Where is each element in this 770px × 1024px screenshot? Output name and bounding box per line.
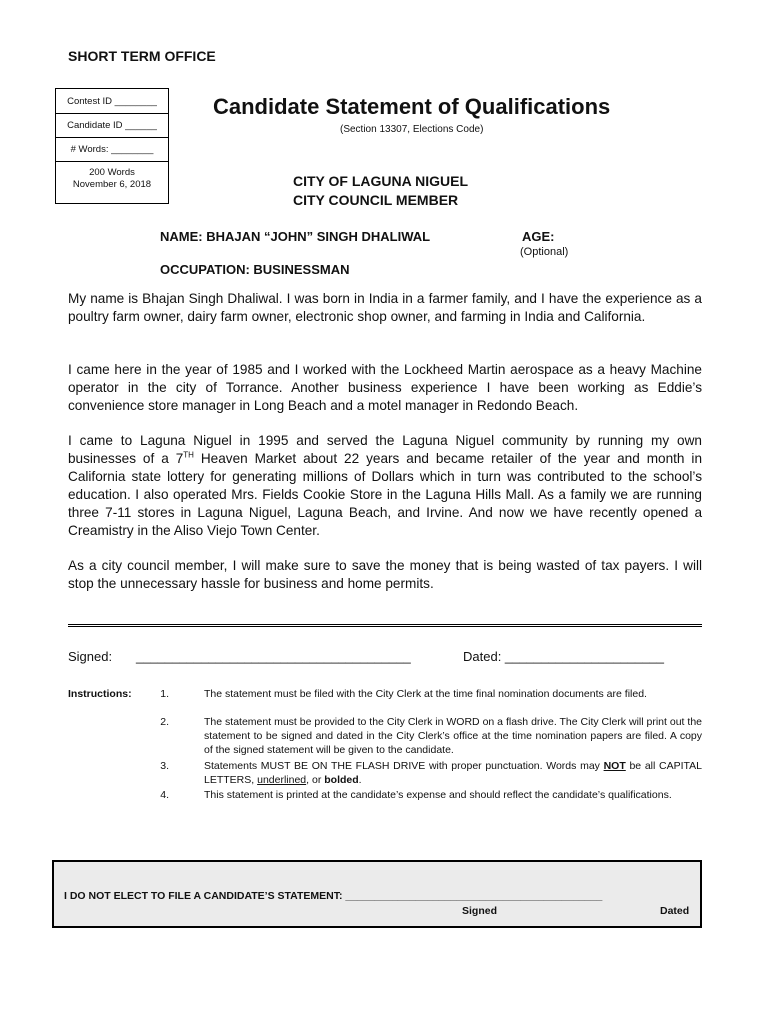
office-block: [293, 172, 468, 210]
id-box-divider: [56, 137, 168, 138]
section-divider: [68, 624, 702, 627]
office-type-heading: SHORT TERM OFFICE: [68, 48, 216, 64]
statement-paragraph: As a city council member, I will make sure to save the money that is being wasted of tax payers. I will stop the unnecessary hassle for business and home permits.: [68, 558, 702, 591]
instruction-text: The statement must be filed with the City Clerk at the time final nomination documents are filed.: [204, 688, 647, 700]
instruction-text-part: , or: [306, 774, 325, 786]
emphasis-underlined: underlined: [257, 774, 307, 786]
instruction-number: 3.: [160, 760, 169, 772]
opt-out-signed-label: Signed: [462, 905, 498, 917]
document-subtitle: (Section 13307, Elections Code): [340, 124, 484, 135]
opt-out-dated-label: Dated: [660, 905, 690, 917]
statement-paragraph: [68, 432, 702, 540]
word-limit: 200 Words: [89, 167, 135, 178]
document-title: Candidate Statement of Qualifications: [213, 94, 611, 119]
candidate-id-field: Candidate ID ______: [67, 120, 157, 131]
instruction-text: [204, 759, 702, 787]
instruction-number: 4.: [160, 789, 169, 801]
instruction-text: This statement is printed at the candidate’s expense and should reflect the candidate’s qualifications.: [204, 789, 672, 801]
dated-field: Dated: ______________________: [463, 649, 664, 664]
candidate-occupation: OCCUPATION: BUSINESSMAN: [160, 262, 350, 277]
instruction-text-part: .: [358, 774, 362, 786]
instruction-text-part: Statements MUST BE ON THE FLASH DRIVE with proper punctuation. Words may: [204, 760, 604, 772]
instruction-number: 2.: [160, 716, 169, 728]
id-box-divider: [56, 161, 168, 162]
instruction-number: 1.: [160, 688, 169, 700]
age-label: AGE:: [522, 229, 555, 244]
word-count-field: # Words: ________: [70, 144, 154, 155]
statement-text: I came to Laguna Niguel in 1995 and served the Laguna Niguel community by running my own businesses of a 7: [68, 433, 702, 466]
statement-paragraph: I came here in the year of 1985 and I worked with the Lockheed Martin aerospace as a heavy Machine operator in the city of Torrance. Another business experience I have been working as Eddie’s convenience store manager in Long Beach and a motel manager in Redondo Beach.: [68, 362, 702, 413]
opt-out-statement: I DO NOT ELECT TO FILE A CANDIDATE’S STATEMENT: ____________________________________________: [64, 890, 603, 902]
instruction-text-part: be all CAPITAL LETTERS,: [204, 760, 702, 786]
instruction-text: The statement must be provided to the City Clerk in WORD on a flash drive. The City Clerk will print out the statement to be signed and dated in the City Clerk’s office at the time nomination papers are filed. A copy of the signed statement will be given to the candidate.: [204, 716, 702, 756]
id-box: [55, 88, 169, 204]
contest-id-field: Contest ID ________: [67, 96, 157, 107]
election-date: November 6, 2018: [72, 179, 152, 190]
instructions-label: Instructions:: [68, 688, 132, 700]
signed-label: Signed:: [68, 649, 113, 664]
emphasis-bolded: bolded: [324, 774, 359, 786]
age-optional-note: (Optional): [520, 246, 569, 258]
ordinal-suffix: TH: [183, 450, 194, 460]
signature-line: ______________________________________: [136, 649, 411, 664]
candidate-name: NAME: BHAJAN “JOHN” SINGH DHALIWAL: [160, 229, 431, 244]
office-title: CITY COUNCIL MEMBER: [293, 192, 459, 208]
statement-paragraph: My name is Bhajan Singh Dhaliwal. I was born in India in a farmer family, and I have the experience as a poultry farm owner, dairy farm owner, electronic shop owner, and farming in India and California.: [68, 291, 702, 324]
city-name: CITY OF LAGUNA NIGUEL: [293, 173, 468, 189]
emphasis-not: NOT: [603, 760, 626, 772]
id-box-divider: [56, 113, 168, 114]
statement-text: Heaven Market about 22 years and became retailer of the year and month in California state lottery for generating millions of Dollars which in turn was contributed to the school’s education. I also operated Mrs. Fields Cookie Store in the Laguna Hills Mall. As a family we are running three 7-11 stores in Laguna Niguel, Laguna Beach, and Irvine. And now we have recently opened a Creamistry in the Aliso Viejo Town Center.: [68, 451, 702, 538]
